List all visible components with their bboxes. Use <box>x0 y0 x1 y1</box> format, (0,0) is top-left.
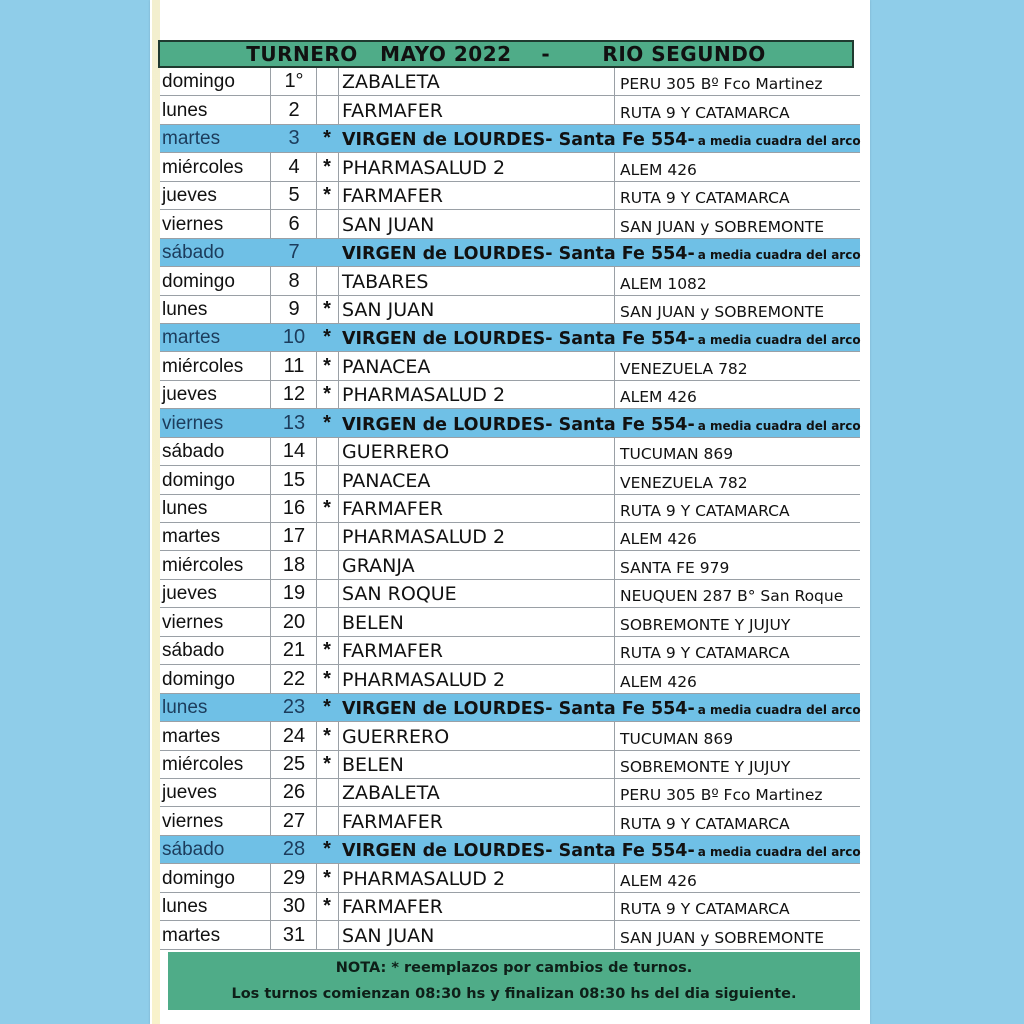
address-cell: SOBREMONTE Y JUJUY <box>620 615 791 634</box>
pharmacy-cell: TABARES <box>342 270 429 293</box>
pharmacy-name: VIRGEN de LOURDES- Santa Fe 554- <box>342 244 695 265</box>
day-cell: jueves <box>162 782 217 804</box>
date-cell: 14 <box>282 440 306 463</box>
pharmacy-cell: FARMAFER <box>342 498 443 520</box>
note-line-2: Los turnos comienzan 08:30 hs y finalizan 08:30 hs del dia siguiente. <box>231 986 797 1002</box>
replacement-marker: * <box>323 155 331 178</box>
pharmacy-cell: PANACEA <box>342 469 431 492</box>
pharmacy-cell: SAN JUAN <box>342 213 435 236</box>
table-row <box>160 694 860 722</box>
day-cell: domingo <box>162 71 235 93</box>
pharmacy-cell <box>342 841 861 861</box>
table-row <box>160 608 860 636</box>
pharmacy-cell: ZABALETA <box>342 782 440 805</box>
table-row <box>160 751 860 779</box>
address-cell: ALEM 426 <box>620 871 697 890</box>
day-cell: martes <box>162 924 221 946</box>
pharmacy-name: VIRGEN de LOURDES- Santa Fe 554- <box>342 414 695 435</box>
table-row <box>160 807 860 835</box>
pharmacy-cell: PANACEA <box>342 355 431 378</box>
date-cell: 15 <box>282 468 306 491</box>
day-cell: sábado <box>162 640 225 662</box>
replacement-marker: * <box>323 838 331 861</box>
address-cell: ALEM 426 <box>620 530 697 549</box>
day-cell: jueves <box>162 185 217 207</box>
pharmacy-name: VIRGEN de LOURDES- Santa Fe 554- <box>342 841 695 862</box>
address-cell: PERU 305 Bº Fco Martinez <box>620 75 823 94</box>
replacement-marker: * <box>323 497 331 519</box>
replacement-marker: * <box>323 895 331 918</box>
replacement-marker: * <box>323 184 331 207</box>
pharmacy-cell <box>342 699 861 719</box>
pharmacy-cell: FARMAFER <box>342 99 443 122</box>
day-cell: lunes <box>162 298 208 320</box>
pharmacy-name: VIRGEN de LOURDES- Santa Fe 554- <box>342 130 695 151</box>
date-cell: 4 <box>288 155 300 178</box>
table-row <box>160 637 860 665</box>
date-cell: 9 <box>288 297 300 320</box>
pharmacy-cell: FARMAFER <box>342 810 443 833</box>
day-cell: martes <box>162 526 221 548</box>
pharmacy-cell: SAN JUAN <box>342 298 435 321</box>
address-cell: TUCUMAN 869 <box>620 729 734 748</box>
table-row <box>160 381 860 409</box>
day-cell: domingo <box>162 270 235 292</box>
date-cell: 22 <box>282 667 306 690</box>
table-row <box>160 893 860 921</box>
address-cell: SOBREMONTE Y JUJUY <box>620 757 791 776</box>
pharmacy-cell <box>342 329 861 349</box>
replacement-marker: * <box>323 724 331 747</box>
day-cell: viernes <box>162 810 224 832</box>
replacement-marker: * <box>323 667 331 690</box>
date-cell: 24 <box>282 724 306 747</box>
pharmacy-cell: GUERRERO <box>342 441 450 464</box>
note-box <box>168 952 860 1010</box>
pharmacy-name: VIRGEN de LOURDES- Santa Fe 554- <box>342 699 695 720</box>
replacement-marker: * <box>323 866 331 889</box>
day-cell: lunes <box>162 896 208 918</box>
date-cell: 12 <box>282 383 306 406</box>
pharmacy-cell: FARMAFER <box>342 896 443 919</box>
day-cell: viernes <box>162 611 224 633</box>
table-row <box>160 523 860 551</box>
address-cell: SAN JUAN y SOBREMONTE <box>620 928 825 947</box>
date-cell: 25 <box>282 752 306 775</box>
date-cell: 21 <box>282 639 306 662</box>
date-cell: 10 <box>282 326 306 349</box>
pharmacy-cell: FARMAFER <box>342 640 443 663</box>
table-row <box>160 864 860 892</box>
table-row <box>160 551 860 579</box>
table-row <box>160 210 860 238</box>
date-cell: 7 <box>288 241 300 264</box>
schedule-title: TURNERO MAYO 2022 - RIO SEGUNDO <box>158 40 854 68</box>
address-cell: ALEM 426 <box>620 388 697 407</box>
address-cell: SAN JUAN y SOBREMONTE <box>620 302 825 321</box>
day-cell: miércoles <box>162 753 244 775</box>
address-cell: TUCUMAN 869 <box>620 445 734 464</box>
date-cell: 27 <box>282 809 306 832</box>
address-cell: VENEZUELA 782 <box>620 473 748 492</box>
address-note: a media cuadra del arco <box>697 248 861 263</box>
address-cell: RUTA 9 Y CATAMARCA <box>620 189 790 208</box>
date-cell: 20 <box>282 610 306 633</box>
date-cell: 16 <box>282 497 306 519</box>
table-row <box>160 239 860 267</box>
date-cell: 6 <box>288 212 300 235</box>
replacement-marker: * <box>323 354 331 377</box>
table-row <box>160 324 860 352</box>
address-note: a media cuadra del arco <box>697 845 861 860</box>
pharmacy-cell: SAN ROQUE <box>342 583 457 606</box>
date-cell: 2 <box>288 98 300 121</box>
date-cell: 3 <box>288 127 300 150</box>
pharmacy-cell <box>342 130 861 150</box>
table-row <box>160 438 860 466</box>
replacement-marker: * <box>323 297 331 320</box>
pharmacy-cell: BELEN <box>342 753 404 776</box>
address-cell: ALEM 426 <box>620 672 697 691</box>
day-cell: viernes <box>162 412 224 434</box>
table-row <box>160 779 860 807</box>
date-cell: 26 <box>282 781 306 804</box>
address-note: a media cuadra del arco <box>697 134 861 149</box>
date-cell: 18 <box>282 553 306 576</box>
date-cell: 17 <box>282 525 306 548</box>
table-row <box>160 409 860 437</box>
table-row <box>160 153 860 181</box>
day-cell: jueves <box>162 384 217 406</box>
address-cell: RUTA 9 Y CATAMARCA <box>620 900 790 919</box>
table-row <box>160 466 860 494</box>
note-line-1: NOTA: * reemplazos por cambios de turnos. <box>335 960 693 976</box>
pharmacy-cell: BELEN <box>342 611 404 634</box>
pharmacy-cell: PHARMASALUD 2 <box>342 156 506 179</box>
address-cell: NEUQUEN 287 B° San Roque <box>620 587 844 606</box>
table-row <box>160 182 860 210</box>
date-cell: 31 <box>282 923 306 946</box>
address-cell: RUTA 9 Y CATAMARCA <box>620 103 790 122</box>
pharmacy-cell: PHARMASALUD 2 <box>342 384 506 407</box>
date-cell: 8 <box>288 269 300 292</box>
table-row <box>160 267 860 295</box>
address-note: a media cuadra del arco <box>697 703 861 718</box>
address-cell: SANTA FE 979 <box>620 558 730 577</box>
pharmacy-name: VIRGEN de LOURDES- Santa Fe 554- <box>342 329 695 350</box>
day-cell: miércoles <box>162 355 244 377</box>
day-cell: domingo <box>162 668 235 690</box>
table-row <box>160 722 860 750</box>
pharmacy-cell: PHARMASALUD 2 <box>342 526 506 549</box>
table-row <box>160 580 860 608</box>
table-row <box>160 68 860 96</box>
replacement-marker: * <box>323 639 331 662</box>
day-cell: martes <box>162 725 221 747</box>
pharmacy-cell: GUERRERO <box>342 725 450 748</box>
address-note: a media cuadra del arco <box>697 418 861 433</box>
day-cell: lunes <box>162 697 208 719</box>
replacement-marker: * <box>323 752 331 775</box>
sheet-edge <box>152 0 160 1024</box>
address-note: a media cuadra del arco <box>697 333 861 348</box>
replacement-marker: * <box>323 127 331 150</box>
day-cell: domingo <box>162 867 235 889</box>
replacement-marker: * <box>323 696 331 719</box>
pharmacy-cell: GRANJA <box>342 554 415 577</box>
address-cell: VENEZUELA 782 <box>620 359 748 378</box>
date-cell: 19 <box>282 582 306 605</box>
replacement-marker: * <box>323 326 331 349</box>
date-cell: 5 <box>288 184 300 207</box>
address-cell: ALEM 1082 <box>620 274 707 293</box>
table-row <box>160 665 860 693</box>
day-cell: domingo <box>162 469 235 491</box>
table-row <box>160 296 860 324</box>
schedule-table <box>160 68 860 950</box>
address-cell: SAN JUAN y SOBREMONTE <box>620 217 825 236</box>
table-row <box>160 352 860 380</box>
table-row <box>160 495 860 523</box>
table-row <box>160 921 860 949</box>
address-cell: RUTA 9 Y CATAMARCA <box>620 644 790 663</box>
table-row <box>160 836 860 864</box>
pharmacy-cell: FARMAFER <box>342 185 443 208</box>
day-cell: miércoles <box>162 156 244 178</box>
date-cell: 13 <box>282 411 306 434</box>
replacement-marker: * <box>323 411 331 434</box>
address-cell: RUTA 9 Y CATAMARCA <box>620 814 790 833</box>
date-cell: 28 <box>282 838 306 861</box>
pharmacy-cell <box>342 415 861 435</box>
day-cell: sábado <box>162 242 225 264</box>
address-cell: RUTA 9 Y CATAMARCA <box>620 502 790 520</box>
date-cell: 29 <box>282 866 306 889</box>
day-cell: lunes <box>162 498 208 519</box>
address-cell: PERU 305 Bº Fco Martinez <box>620 786 823 805</box>
replacement-marker: * <box>323 383 331 406</box>
pharmacy-cell: PHARMASALUD 2 <box>342 867 506 890</box>
pharmacy-cell: PHARMASALUD 2 <box>342 668 506 691</box>
day-cell: martes <box>162 128 221 150</box>
day-cell: lunes <box>162 99 208 121</box>
day-cell: jueves <box>162 583 217 605</box>
pharmacy-cell <box>342 244 861 264</box>
date-cell: 30 <box>282 895 306 918</box>
pharmacy-cell: ZABALETA <box>342 71 440 94</box>
pharmacy-cell: SAN JUAN <box>342 924 435 947</box>
day-cell: martes <box>162 327 221 349</box>
address-cell: ALEM 426 <box>620 160 697 179</box>
day-cell: miércoles <box>162 554 244 576</box>
day-cell: sábado <box>162 441 225 463</box>
date-cell: 23 <box>282 696 306 719</box>
day-cell: sábado <box>162 839 225 861</box>
table-row <box>160 125 860 153</box>
date-cell: 1° <box>284 70 304 93</box>
table-row <box>160 96 860 124</box>
day-cell: viernes <box>162 213 224 235</box>
date-cell: 11 <box>283 354 305 377</box>
